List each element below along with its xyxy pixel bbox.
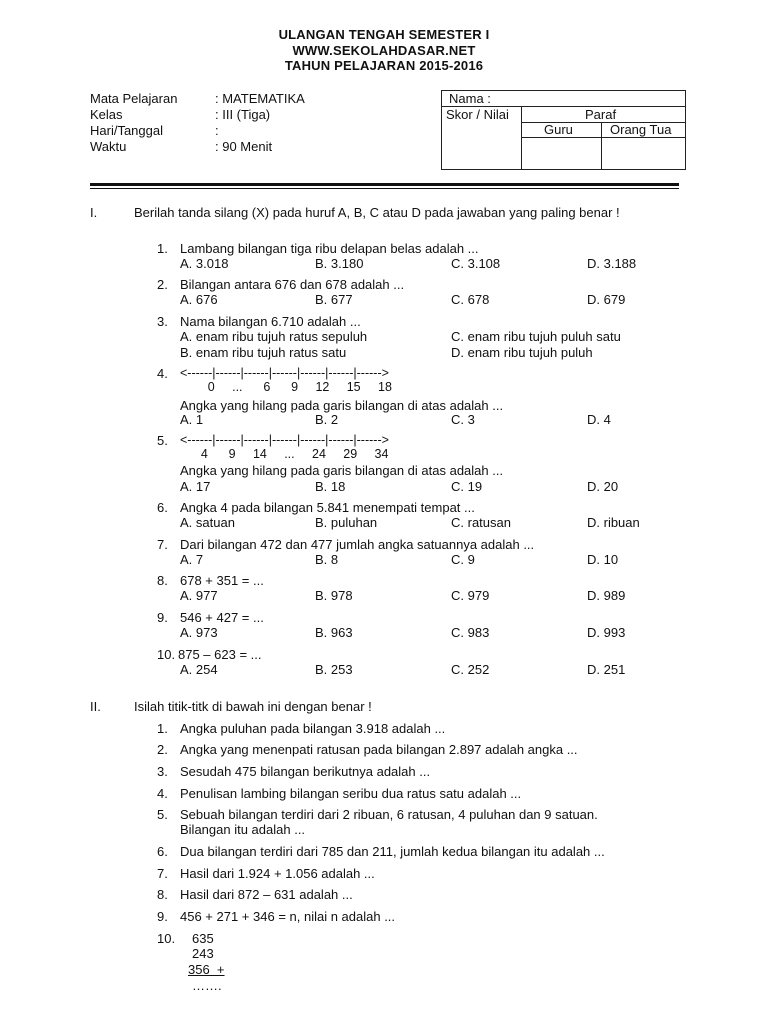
number-line: <------|------|------|------|------|------|------> [180,433,389,447]
info-value: : 90 Menit [215,139,273,154]
option-b: B. 978 [315,588,353,603]
option-c: C. 19 [451,479,483,494]
question-number: 10. [157,647,176,662]
question-text: Nama bilangan 6.710 adalah ... [180,314,361,329]
question-text: Angka puluhan pada bilangan 3.918 adalah ... [180,721,446,736]
question-text: Bilangan antara 676 dan 678 adalah ... [180,277,405,292]
section-number: I. [90,205,98,220]
option-d: D. 4 [587,412,611,427]
option-d: D. 679 [587,292,626,307]
question-text: 875 – 623 = ... [178,647,262,662]
score-divider [601,122,602,169]
option-d: D. ribuan [587,515,640,530]
header-divider [90,188,679,189]
section-instruction: Isilah titik-titk di bawah ini dengan benar ! [134,699,372,714]
question-number: 9. [157,610,168,625]
option-b: B. 253 [315,662,353,677]
info-row-date [90,123,420,139]
question-text: 456 + 271 + 346 = n, nilai n adalah ... [180,909,396,924]
question-number: 7. [157,866,168,881]
question-number: 5. [157,807,168,822]
option-d: D. 989 [587,588,626,603]
answer-options [0,412,768,427]
info-value: : III (Tiga) [215,107,271,122]
option-d: D. enam ribu tujuh puluh [451,345,593,360]
option-c: C. 9 [451,552,475,567]
option-a: A. 7 [180,552,204,567]
academic-year: TAHUN PELAJARAN 2015-2016 [284,58,484,73]
question-number: 1. [157,721,168,736]
signature-label: Paraf [585,107,617,122]
option-c: C. 979 [451,588,490,603]
number-line-ticks: 4 9 14 ... 24 29 34 [180,447,389,461]
question-text: 678 + 351 = ... [180,573,264,588]
parent-label: Orang Tua [610,122,672,137]
option-a: A. 3.018 [180,256,229,271]
option-a: A. 1 [180,412,204,427]
answer-dots: ……. [192,978,222,993]
info-row-time [90,139,420,155]
website-line: WWW.SEKOLAHDASAR.NET [292,42,476,58]
option-a: A. 973 [180,625,218,640]
name-label: Nama : [449,91,491,106]
answer-options [0,292,768,307]
question-text: Lambang bilangan tiga ribu delapan belas adalah ... [180,241,479,256]
answer-options [0,479,768,494]
answer-options [0,552,768,567]
option-b: B. 8 [315,552,339,567]
score-box [441,90,686,170]
info-label: Mata Pelajaran [90,91,178,106]
option-c: C. 678 [451,292,490,307]
question-text: Angka yang hilang pada garis bilangan di atas adalah ... [180,463,504,478]
question-number: 4. [157,366,168,381]
question-text: Angka 4 pada bilangan 5.841 menempati tempat ... [180,500,475,515]
exam-title: ULANGAN TENGAH SEMESTER I [278,27,490,42]
option-a: A. 17 [180,479,211,494]
answer-options [0,515,768,530]
option-d: D. 10 [587,552,619,567]
option-a: A. 977 [180,588,218,603]
option-a: A. 254 [180,662,218,677]
question-number: 6. [157,844,168,859]
question-number: 2. [157,277,168,292]
question-text: Sebuah bilangan terdiri dari 2 ribuan, 6 ratusan, 4 puluhan dan 9 satuan. [180,807,598,822]
option-c: C. 3 [451,412,475,427]
answer-options [0,329,768,344]
info-value: : MATEMATIKA [215,91,305,106]
question-text: 546 + 427 = ... [180,610,264,625]
exam-info [90,91,420,155]
question-number: 2. [157,742,168,757]
option-a: A. satuan [180,515,235,530]
score-divider [522,137,685,138]
question-number: 8. [157,887,168,902]
info-label: Hari/Tanggal [90,123,163,138]
question-text: Hasil dari 1.924 + 1.056 adalah ... [180,866,375,881]
question-number: 6. [157,500,168,515]
question-text: Dua bilangan terdiri dari 785 dan 211, jumlah kedua bilangan itu adalah ... [180,844,605,859]
question-text: Dari bilangan 472 dan 477 jumlah angka satuannya adalah ... [180,537,535,552]
info-label: Kelas [90,107,123,122]
question-number: 8. [157,573,168,588]
option-c: C. 3.108 [451,256,501,271]
option-d: D. 251 [587,662,626,677]
option-b: B. puluhan [315,515,378,530]
option-c: C. ratusan [451,515,511,530]
option-b: B. 2 [315,412,339,427]
question-number: 4. [157,786,168,801]
answer-options [0,588,768,603]
option-c: C. 252 [451,662,490,677]
question-number: 10. [157,931,176,946]
question-number: 7. [157,537,168,552]
question-number: 3. [157,314,168,329]
section-number: II. [90,699,101,714]
score-divider [521,106,522,169]
question-number: 5. [157,433,168,448]
question-text-continued: Bilangan itu adalah ... [180,822,306,837]
option-b: B. 18 [315,479,346,494]
option-d: D. 993 [587,625,626,640]
question-number: 9. [157,909,168,924]
option-d: D. 20 [587,479,619,494]
question-text: Angka yang hilang pada garis bilangan di atas adalah ... [180,398,504,413]
info-row-subject [90,91,420,107]
question-text: Penulisan lambing bilangan seribu dua ratus satu adalah ... [180,786,522,801]
info-value: : [215,123,219,138]
option-b: B. 3.180 [315,256,364,271]
answer-options [0,345,768,360]
question-number: 1. [157,241,168,256]
question-text: Hasil dari 872 – 631 adalah ... [180,887,353,902]
number-line: <------|------|------|------|------|------|------> [180,366,389,380]
option-a: A. 676 [180,292,218,307]
teacher-label: Guru [544,122,573,137]
question-text: Angka yang menenpati ratusan pada bilangan 2.897 adalah angka ... [180,742,578,757]
option-b: B. 677 [315,292,353,307]
section-instruction: Berilah tanda silang (X) pada huruf A, B, C atau D pada jawaban yang paling benar ! [134,205,620,220]
answer-options [0,662,768,677]
addend-2: 243 [192,946,214,961]
info-label: Waktu [90,139,127,154]
question-number: 3. [157,764,168,779]
header-divider [90,183,679,186]
answer-options [0,256,768,271]
option-b: B. enam ribu tujuh ratus satu [180,345,347,360]
option-c: C. 983 [451,625,490,640]
option-d: D. 3.188 [587,256,637,271]
addend-3: 356 + [188,962,225,977]
score-label: Skor / Nilai [446,107,509,122]
question-text: Sesudah 475 bilangan berikutnya adalah ... [180,764,431,779]
addend-1: 635 [192,931,214,946]
info-row-class [90,107,420,123]
number-line-ticks: 0 ... 6 9 12 15 18 [180,380,392,394]
exam-header [0,27,768,74]
option-b: B. 963 [315,625,353,640]
option-a: A. enam ribu tujuh ratus sepuluh [180,329,368,344]
answer-options [0,625,768,640]
option-c: C. enam ribu tujuh puluh satu [451,329,621,344]
